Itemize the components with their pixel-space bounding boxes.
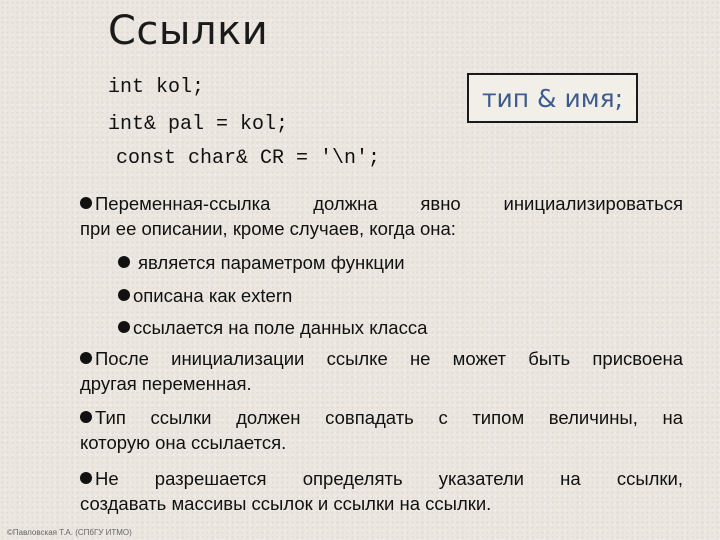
bullet-dot-icon xyxy=(118,256,130,268)
bullet-dot-icon xyxy=(80,411,92,423)
bullet-text-line: которую она ссылается. xyxy=(80,432,287,453)
bullet-text-line: Не разрешается определять указатели на ссылки, xyxy=(95,468,683,489)
bullet-text-line: создавать массивы ссылок и ссылки на ссылки. xyxy=(80,493,492,514)
footer-credit: ©Павловская Т.А. (СПбГУ ИТМО) xyxy=(7,528,132,537)
type-name-label: тип & имя; xyxy=(481,83,624,113)
sub-bullet-3 xyxy=(118,315,427,340)
code-line-1: int kol; xyxy=(108,76,205,99)
bullet-item-4 xyxy=(80,466,683,516)
sub-bullet-text: ссылается на поле данных класса xyxy=(133,317,428,338)
bullet-text-line: После инициализации ссылке не может быть присвоена xyxy=(95,348,683,369)
bullet-dot-icon xyxy=(80,472,92,484)
bullet-dot-icon xyxy=(118,321,130,333)
bullet-text-line: при ее описании, кроме случаев, когда она: xyxy=(80,218,456,239)
bullet-text-line: Тип ссылки должен совпадать с типом величины, на xyxy=(95,407,683,428)
bullet-item-2 xyxy=(80,346,683,396)
type-name-box xyxy=(467,73,638,123)
sub-bullet-text: является параметром функции xyxy=(138,252,405,273)
slide-title: Ссылки xyxy=(108,8,269,54)
code-line-2: int& pal = kol; xyxy=(108,113,289,136)
sub-bullet-1 xyxy=(118,250,405,275)
bullet-dot-icon xyxy=(118,289,130,301)
bullet-text-line: Переменная-ссылка должна явно инициализироваться xyxy=(95,193,683,214)
bullet-text-line: другая переменная. xyxy=(80,373,252,394)
bullet-item-3 xyxy=(80,405,683,455)
sub-bullet-text: описана как extern xyxy=(133,285,293,306)
code-line-3: const char& CR = '\n'; xyxy=(116,147,381,170)
sub-bullet-2 xyxy=(118,283,292,308)
bullet-dot-icon xyxy=(80,352,92,364)
bullet-item-1 xyxy=(80,191,683,241)
bullet-dot-icon xyxy=(80,197,92,209)
